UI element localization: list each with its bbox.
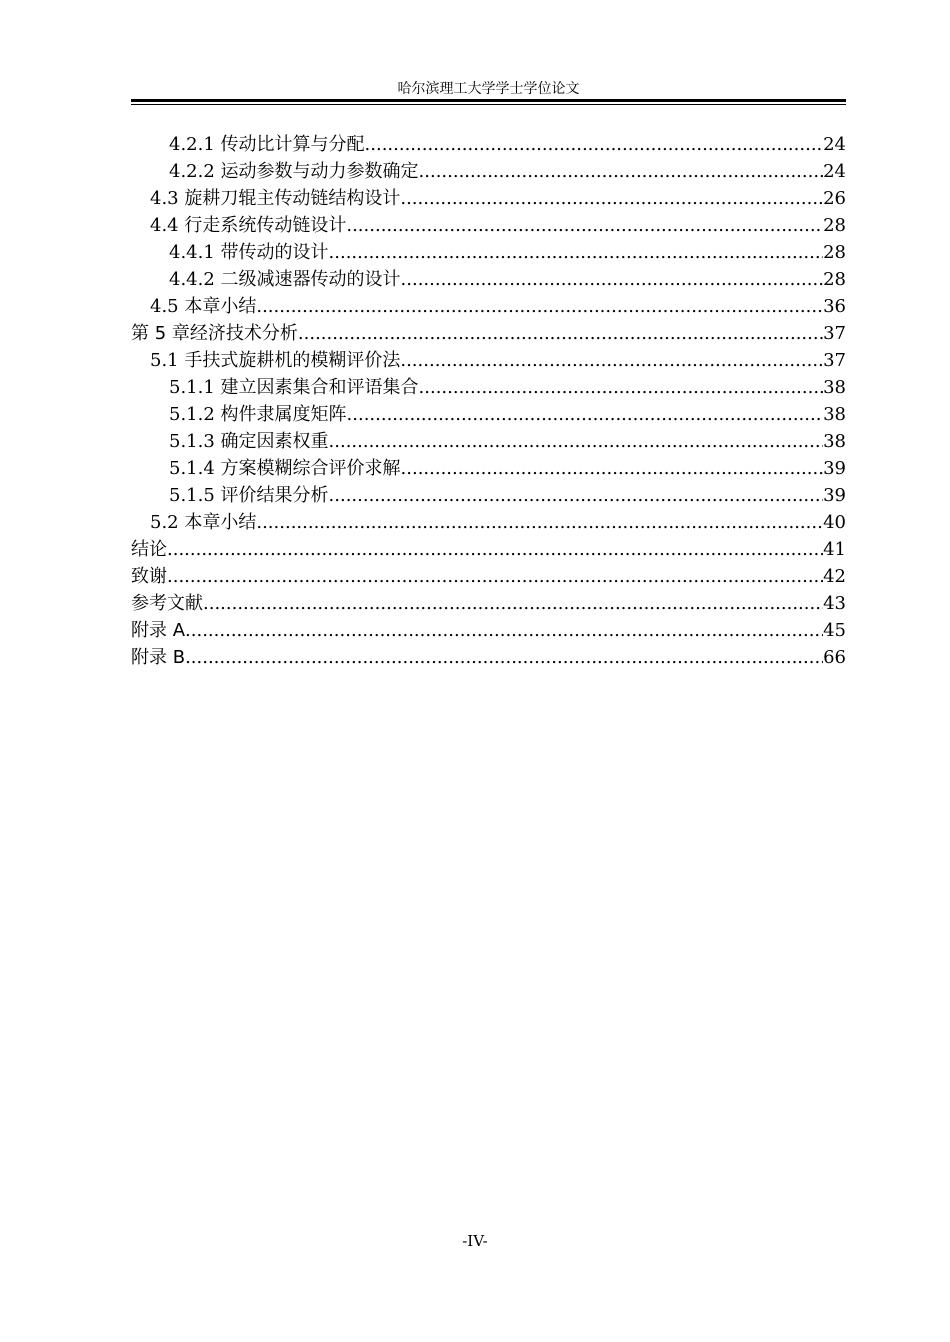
toc-leader-dots bbox=[167, 563, 823, 590]
toc-entry-page: 28 bbox=[823, 242, 846, 263]
toc-entry-title: 5.1 手扶式旋耕机的模糊评价法 bbox=[150, 350, 401, 371]
toc-entry[interactable] bbox=[131, 185, 846, 212]
toc-leader-dots bbox=[365, 131, 824, 158]
toc-chapter-entry[interactable] bbox=[131, 617, 846, 644]
toc-leader-dots bbox=[329, 428, 824, 455]
toc-entry-page: 26 bbox=[823, 188, 846, 209]
toc-entry[interactable] bbox=[131, 509, 846, 536]
toc-entry[interactable] bbox=[131, 293, 846, 320]
toc-entry-page: 43 bbox=[823, 593, 846, 614]
table-of-contents bbox=[131, 131, 846, 671]
toc-leader-dots bbox=[185, 617, 823, 644]
toc-leader-dots bbox=[419, 158, 824, 185]
page-header-title: 哈尔滨理工大学学士学位论文 bbox=[397, 81, 580, 97]
toc-entry-page: 39 bbox=[823, 485, 846, 506]
toc-entry-title: 附录 B bbox=[131, 647, 186, 668]
toc-entry-title: 4.3 旋耕刀辊主传动链结构设计 bbox=[150, 188, 401, 209]
toc-entry[interactable] bbox=[131, 239, 846, 266]
toc-leader-dots bbox=[346, 212, 823, 239]
toc-entry-page: 45 bbox=[823, 620, 846, 641]
toc-chapter-entry[interactable] bbox=[131, 320, 846, 347]
toc-entry-page: 36 bbox=[823, 296, 846, 317]
toc-entry-title: 参考文献 bbox=[131, 593, 203, 614]
toc-leader-dots bbox=[256, 509, 823, 536]
toc-leader-dots bbox=[400, 185, 823, 212]
toc-entry-title: 第 5 章经济技术分析 bbox=[131, 323, 298, 344]
toc-entry-page: 38 bbox=[823, 431, 846, 452]
toc-entry[interactable] bbox=[131, 482, 846, 509]
toc-entry-title: 5.1.5 评价结果分析 bbox=[169, 485, 329, 506]
toc-entry-page: 40 bbox=[823, 512, 846, 533]
toc-entry-page: 24 bbox=[823, 161, 846, 182]
toc-entry-title: 4.4.1 带传动的设计 bbox=[169, 242, 329, 263]
toc-entry-title: 5.1.2 构件隶属度矩阵 bbox=[169, 404, 347, 425]
toc-entry-title: 4.5 本章小结 bbox=[150, 296, 257, 317]
toc-leader-dots bbox=[400, 347, 823, 374]
toc-entry-page: 66 bbox=[823, 647, 846, 668]
toc-entry[interactable] bbox=[131, 374, 846, 401]
toc-entry-page: 38 bbox=[823, 404, 846, 425]
toc-leader-dots bbox=[401, 266, 824, 293]
toc-leader-dots bbox=[203, 590, 823, 617]
toc-entry[interactable] bbox=[131, 131, 846, 158]
toc-entry-page: 24 bbox=[823, 134, 846, 155]
toc-entry-title: 4.4.2 二级减速器传动的设计 bbox=[169, 269, 401, 290]
toc-entry-title: 4.2.2 运动参数与动力参数确定 bbox=[169, 161, 419, 182]
toc-leader-dots bbox=[298, 320, 823, 347]
header-rule-thin bbox=[131, 104, 846, 105]
toc-entry-title: 5.1.4 方案模糊综合评价求解 bbox=[169, 458, 401, 479]
toc-entry[interactable] bbox=[131, 428, 846, 455]
toc-leader-dots bbox=[419, 374, 824, 401]
toc-entry-page: 28 bbox=[823, 215, 846, 236]
toc-entry[interactable] bbox=[131, 158, 846, 185]
page-number: -IV- bbox=[462, 1232, 488, 1250]
toc-entry-title: 5.1.1 建立因素集合和评语集合 bbox=[169, 377, 419, 398]
toc-chapter-entry[interactable] bbox=[131, 590, 846, 617]
toc-chapter-entry[interactable] bbox=[131, 563, 846, 590]
toc-leader-dots bbox=[167, 536, 823, 563]
toc-entry-page: 39 bbox=[823, 458, 846, 479]
toc-chapter-entry[interactable] bbox=[131, 644, 846, 671]
toc-entry-page: 28 bbox=[823, 269, 846, 290]
toc-entry[interactable] bbox=[131, 401, 846, 428]
toc-leader-dots bbox=[185, 644, 823, 671]
toc-entry-page: 38 bbox=[823, 377, 846, 398]
toc-entry-page: 41 bbox=[823, 539, 846, 560]
toc-entry-title: 5.1.3 确定因素权重 bbox=[169, 431, 329, 452]
toc-entry-title: 4.2.1 传动比计算与分配 bbox=[169, 134, 365, 155]
toc-leader-dots bbox=[329, 482, 824, 509]
toc-entry[interactable] bbox=[131, 347, 846, 374]
toc-entry[interactable] bbox=[131, 455, 846, 482]
header-rule-thick bbox=[131, 99, 846, 102]
toc-entry-title: 5.2 本章小结 bbox=[150, 512, 257, 533]
toc-leader-dots bbox=[256, 293, 823, 320]
toc-leader-dots bbox=[329, 239, 824, 266]
toc-entry[interactable] bbox=[131, 266, 846, 293]
toc-entry-title: 结论 bbox=[131, 539, 167, 560]
toc-entry-title: 4.4 行走系统传动链设计 bbox=[150, 215, 347, 236]
toc-entry-page: 37 bbox=[823, 323, 846, 344]
toc-entry-page: 42 bbox=[823, 566, 846, 587]
toc-chapter-entry[interactable] bbox=[131, 536, 846, 563]
toc-entry[interactable] bbox=[131, 212, 846, 239]
toc-leader-dots bbox=[347, 401, 824, 428]
toc-entry-title: 附录 A bbox=[131, 620, 186, 641]
toc-entry-title: 致谢 bbox=[131, 566, 167, 587]
toc-entry-page: 37 bbox=[823, 350, 846, 371]
toc-leader-dots bbox=[401, 455, 824, 482]
